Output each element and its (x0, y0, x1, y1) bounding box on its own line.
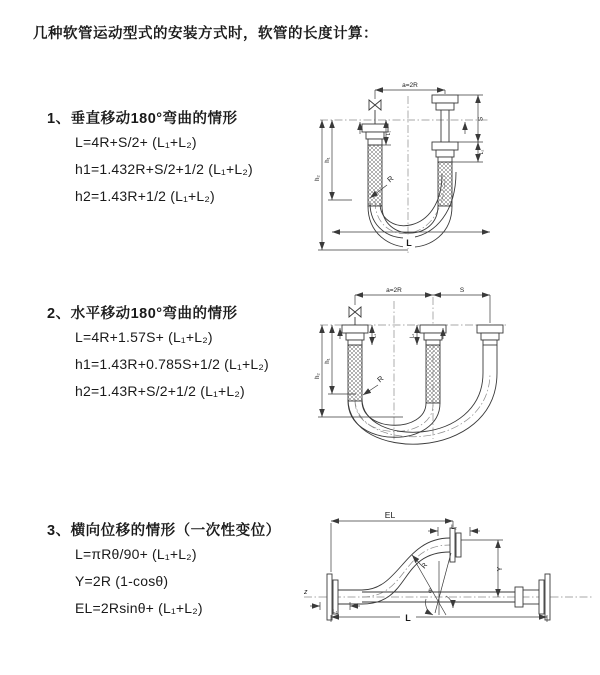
left-fitting (342, 325, 368, 401)
diagram-lateral-displacement (300, 503, 598, 653)
dim-length (332, 232, 490, 248)
section-3-formula-Y: Y=2R (1-cosθ) (75, 573, 169, 589)
dim-label-angle: θ (428, 589, 432, 595)
dim-label-span: a=2R (386, 287, 402, 294)
section-1-heading: 1、垂直移动180°弯曲的情形 (47, 111, 238, 127)
section-2-formula-L: L=4R+1.57S+ (L₁+L₂) (75, 329, 213, 345)
dim-label-stroke: S (477, 116, 485, 122)
section-3-formula-EL: EL=2Rsinθ+ (L₁+L₂) (75, 600, 203, 616)
dim-l2 (410, 325, 418, 345)
dim-label-h2: h₂ (315, 373, 321, 379)
hose-curves (362, 538, 450, 604)
dim-label-h2: h₂ (315, 175, 321, 181)
dim-label-l1: L₁ (386, 130, 392, 136)
dim-label-h1: h₁ (325, 358, 331, 364)
right-fitting-moved (477, 325, 503, 373)
section-2-formula-h2: h2=1.43R+S/2+1/2 (L₁+L₂) (75, 383, 245, 399)
angle-construction (415, 553, 453, 615)
dim-label-length: L (406, 238, 412, 248)
diagram-horizontal-180-bend (308, 281, 598, 466)
dim-el (331, 510, 453, 572)
section-2-formula-h1: h1=1.43R+0.785S+1/2 (L₁+L₂) (75, 356, 269, 372)
dim-label-stroke: S (459, 287, 465, 294)
dim-label-h1: h₁ (325, 157, 331, 163)
dim-label-radius: R (375, 373, 386, 385)
dim-label-l2: L₂ (409, 333, 416, 339)
right-fitting (432, 95, 458, 206)
dim-label-el: EL (384, 510, 396, 520)
upper-flange (450, 528, 461, 562)
section-1-formula-L: L=4R+S/2+ (L₁+L₂) (75, 134, 197, 150)
hose-curves (348, 373, 497, 444)
dim-y (461, 540, 504, 597)
left-fitting (362, 124, 388, 206)
dim-label-l2: L₂ (479, 149, 485, 155)
centerlines (320, 96, 490, 254)
section-1-formula-h2: h2=1.43R+1/2 (L₁+L₂) (75, 188, 215, 204)
valve-icon (369, 100, 381, 124)
dim-h1 (325, 120, 352, 200)
middle-fitting (420, 325, 446, 403)
section-3-heading: 3、横向位移的情形（一次性变位） (47, 523, 281, 539)
dim-label-radius: R (420, 561, 430, 571)
axis-mark-label: z (304, 589, 308, 596)
dim-l1 (372, 325, 378, 345)
section-1-formula-h1: h1=1.432R+S/2+1/2 (L₁+L₂) (75, 161, 253, 177)
valve-icon (349, 307, 361, 325)
dim-l2 (478, 142, 485, 162)
dim-label-y: Y (497, 566, 504, 572)
centerlines (304, 545, 594, 597)
radius-leader (363, 374, 386, 395)
dim-stroke-s (433, 287, 490, 295)
page-title: 几种软管运动型式的安装方式时，软管的长度计算： (33, 26, 378, 42)
dim-label-l1: L₁ (332, 609, 338, 615)
dim-label-l2: L₂ (451, 525, 457, 531)
diagram-vertical-180-bend (312, 76, 562, 256)
dim-label-l1: L₁ (371, 333, 378, 339)
dim-span (355, 287, 490, 323)
dim-label-length: L (405, 613, 411, 623)
dim-h2 (315, 120, 408, 250)
dim-label-span: a=2R (402, 82, 418, 89)
section-3-formula-L: L=πRθ/90+ (L₁+L₂) (75, 546, 197, 562)
dim-label-radius: R (385, 173, 396, 185)
right-flange (539, 574, 550, 620)
section-2-heading: 2、水平移动180°弯曲的情形 (47, 306, 238, 322)
